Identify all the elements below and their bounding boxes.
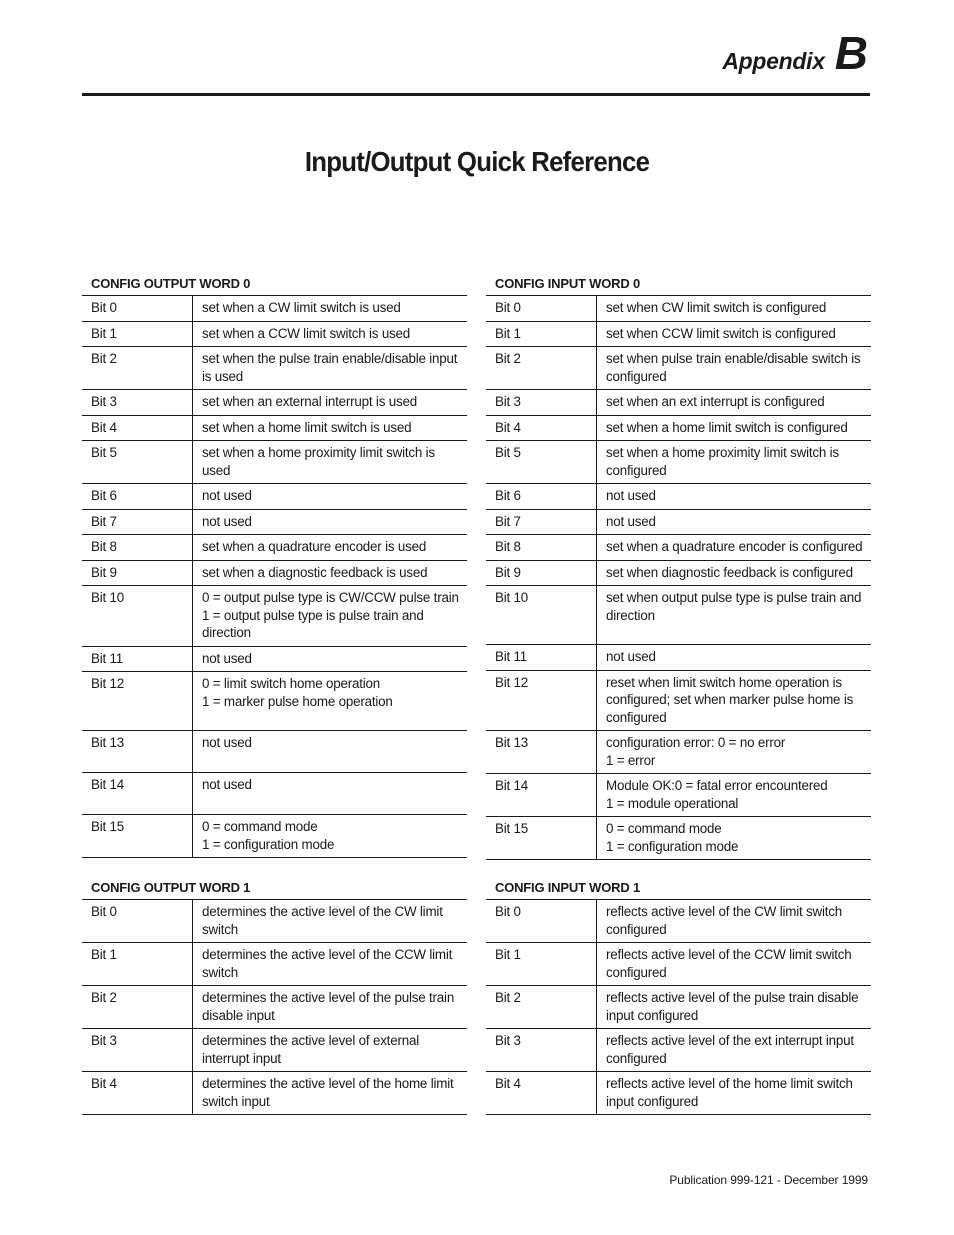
table-row <box>486 1072 871 1115</box>
bit-label: Bit 6 <box>82 484 193 510</box>
table-row <box>82 560 467 586</box>
bit-label: Bit 10 <box>486 586 597 645</box>
table-row <box>486 943 871 986</box>
bit-label: Bit 3 <box>486 390 597 416</box>
table-row <box>82 773 467 815</box>
table-row <box>82 415 467 441</box>
table-row <box>486 509 871 535</box>
section-heading: CONFIG OUTPUT WORD 0 <box>91 276 251 291</box>
table-row <box>486 321 871 347</box>
bit-label: Bit 14 <box>82 773 193 815</box>
bit-description: not used <box>597 484 872 510</box>
config-output-word-0-table <box>82 295 467 858</box>
table-row <box>486 347 871 390</box>
bit-description: determines the active level of the pulse train disable input <box>193 986 468 1029</box>
bit-label: Bit 7 <box>486 509 597 535</box>
bit-description: set when a quadrature encoder is configured <box>597 535 872 561</box>
bit-description: determines the active level of the home limit switch input <box>193 1072 468 1115</box>
table-row <box>486 900 871 943</box>
bit-label: Bit 8 <box>82 535 193 561</box>
table-row <box>486 774 871 817</box>
bit-label: Bit 4 <box>82 415 193 441</box>
bit-label: Bit 11 <box>486 645 597 671</box>
appendix-header <box>722 27 868 79</box>
config-input-word-1-section <box>486 877 871 1115</box>
page-title: Input/Output Quick Reference <box>304 146 650 177</box>
bit-label: Bit 14 <box>486 774 597 817</box>
config-output-word-0-section <box>82 273 467 858</box>
bit-label: Bit 4 <box>486 415 597 441</box>
bit-label: Bit 12 <box>82 672 193 731</box>
bit-label: Bit 0 <box>82 296 193 322</box>
header-rule <box>82 93 870 96</box>
table-row <box>82 321 467 347</box>
bit-description: reflects active level of the CCW limit switch configured <box>597 943 872 986</box>
table-row <box>82 986 467 1029</box>
bit-description: 0 = command mode 1 = configuration mode <box>597 817 872 860</box>
bit-description: set when a home proximity limit switch is configured <box>597 441 872 484</box>
table-row <box>486 535 871 561</box>
bit-label: Bit 7 <box>82 509 193 535</box>
bit-label: Bit 0 <box>486 900 597 943</box>
table-row <box>82 441 467 484</box>
bit-description: set when diagnostic feedback is configured <box>597 560 872 586</box>
bit-description: 0 = command mode 1 = configuration mode <box>193 815 468 858</box>
table-row <box>486 1029 871 1072</box>
table-row <box>82 1029 467 1072</box>
bit-label: Bit 4 <box>82 1072 193 1115</box>
bit-label: Bit 1 <box>486 943 597 986</box>
bit-description: determines the active level of external interrupt input <box>193 1029 468 1072</box>
bit-description: set when a quadrature encoder is used <box>193 535 468 561</box>
appendix-label: Appendix <box>722 48 825 74</box>
table-row <box>486 986 871 1029</box>
bit-label: Bit 1 <box>82 321 193 347</box>
table-row <box>486 731 871 774</box>
bit-label: Bit 8 <box>486 535 597 561</box>
table-row <box>486 670 871 731</box>
table-row <box>82 347 467 390</box>
table-row <box>82 672 467 731</box>
bit-description: reflects active level of the home limit switch input configured <box>597 1072 872 1115</box>
bit-label: Bit 13 <box>82 731 193 773</box>
table-row <box>82 815 467 858</box>
table-row <box>486 415 871 441</box>
bit-description: set when output pulse type is pulse train and direction <box>597 586 872 645</box>
bit-label: Bit 4 <box>486 1072 597 1115</box>
bit-label: Bit 2 <box>486 347 597 390</box>
table-row <box>82 943 467 986</box>
table-row <box>82 646 467 672</box>
table-row <box>486 441 871 484</box>
config-input-word-0-table <box>486 295 871 860</box>
bit-description: set when a CW limit switch is used <box>193 296 468 322</box>
table-row <box>82 731 467 773</box>
section-heading: CONFIG OUTPUT WORD 1 <box>91 880 251 895</box>
bit-description: set when pulse train enable/disable switch is configured <box>597 347 872 390</box>
bit-label: Bit 3 <box>486 1029 597 1072</box>
config-output-word-1-section <box>82 877 467 1115</box>
config-input-word-0-section <box>486 273 871 860</box>
bit-description: set when a home limit switch is used <box>193 415 468 441</box>
bit-description: set when a CCW limit switch is used <box>193 321 468 347</box>
table-row <box>486 586 871 645</box>
bit-description: set when a home proximity limit switch is used <box>193 441 468 484</box>
table-row <box>486 390 871 416</box>
bit-label: Bit 5 <box>486 441 597 484</box>
bit-description: set when an ext interrupt is configured <box>597 390 872 416</box>
bit-label: Bit 15 <box>486 817 597 860</box>
config-output-word-1-table <box>82 899 467 1115</box>
config-input-word-1-table <box>486 899 871 1115</box>
bit-label: Bit 11 <box>82 646 193 672</box>
bit-description: determines the active level of the CW limit switch <box>193 900 468 943</box>
bit-label: Bit 1 <box>486 321 597 347</box>
bit-description: determines the active level of the CCW limit switch <box>193 943 468 986</box>
table-row <box>82 586 467 647</box>
table-row <box>82 1072 467 1115</box>
table-row <box>486 484 871 510</box>
table-row <box>82 484 467 510</box>
bit-label: Bit 1 <box>82 943 193 986</box>
bit-description: set when CW limit switch is configured <box>597 296 872 322</box>
table-row <box>486 817 871 860</box>
table-row <box>82 296 467 322</box>
table-row <box>82 509 467 535</box>
bit-description: reset when limit switch home operation is configured; set when marker pulse home is configured <box>597 670 872 731</box>
bit-description: reflects active level of the pulse train disable input configured <box>597 986 872 1029</box>
bit-description: set when a diagnostic feedback is used <box>193 560 468 586</box>
table-row <box>82 535 467 561</box>
table-row <box>82 900 467 943</box>
bit-description: 0 = limit switch home operation 1 = marker pulse home operation <box>193 672 468 731</box>
bit-description: not used <box>193 773 468 815</box>
bit-description: reflects active level of the ext interrupt input configured <box>597 1029 872 1072</box>
bit-label: Bit 6 <box>486 484 597 510</box>
bit-description: Module OK:0 = fatal error encountered 1 = module operational <box>597 774 872 817</box>
bit-description: set when an external interrupt is used <box>193 390 468 416</box>
bit-description: not used <box>193 484 468 510</box>
bit-label: Bit 3 <box>82 390 193 416</box>
bit-description: set when the pulse train enable/disable input is used <box>193 347 468 390</box>
bit-description: not used <box>193 509 468 535</box>
bit-description: set when CCW limit switch is configured <box>597 321 872 347</box>
bit-label: Bit 9 <box>486 560 597 586</box>
bit-description: not used <box>193 646 468 672</box>
bit-label: Bit 2 <box>486 986 597 1029</box>
bit-description: reflects active level of the CW limit switch configured <box>597 900 872 943</box>
bit-label: Bit 13 <box>486 731 597 774</box>
section-heading: CONFIG INPUT WORD 0 <box>495 276 640 291</box>
bit-label: Bit 15 <box>82 815 193 858</box>
bit-label: Bit 2 <box>82 347 193 390</box>
bit-description: set when a home limit switch is configured <box>597 415 872 441</box>
bit-label: Bit 2 <box>82 986 193 1029</box>
bit-label: Bit 3 <box>82 1029 193 1072</box>
bit-description: not used <box>597 509 872 535</box>
bit-label: Bit 12 <box>486 670 597 731</box>
bit-label: Bit 0 <box>486 296 597 322</box>
bit-description: 0 = output pulse type is CW/CCW pulse train 1 = output pulse type is pulse train and direction <box>193 586 468 647</box>
publication-footer: Publication 999-121 - December 1999 <box>669 1173 868 1187</box>
section-heading: CONFIG INPUT WORD 1 <box>495 880 640 895</box>
bit-label: Bit 9 <box>82 560 193 586</box>
table-row <box>82 390 467 416</box>
table-row <box>486 645 871 671</box>
bit-label: Bit 5 <box>82 441 193 484</box>
bit-label: Bit 10 <box>82 586 193 647</box>
appendix-letter: B <box>834 27 868 79</box>
bit-description: not used <box>193 731 468 773</box>
bit-description: configuration error: 0 = no error 1 = error <box>597 731 872 774</box>
table-row <box>486 560 871 586</box>
bit-description: not used <box>597 645 872 671</box>
table-row <box>486 296 871 322</box>
bit-label: Bit 0 <box>82 900 193 943</box>
